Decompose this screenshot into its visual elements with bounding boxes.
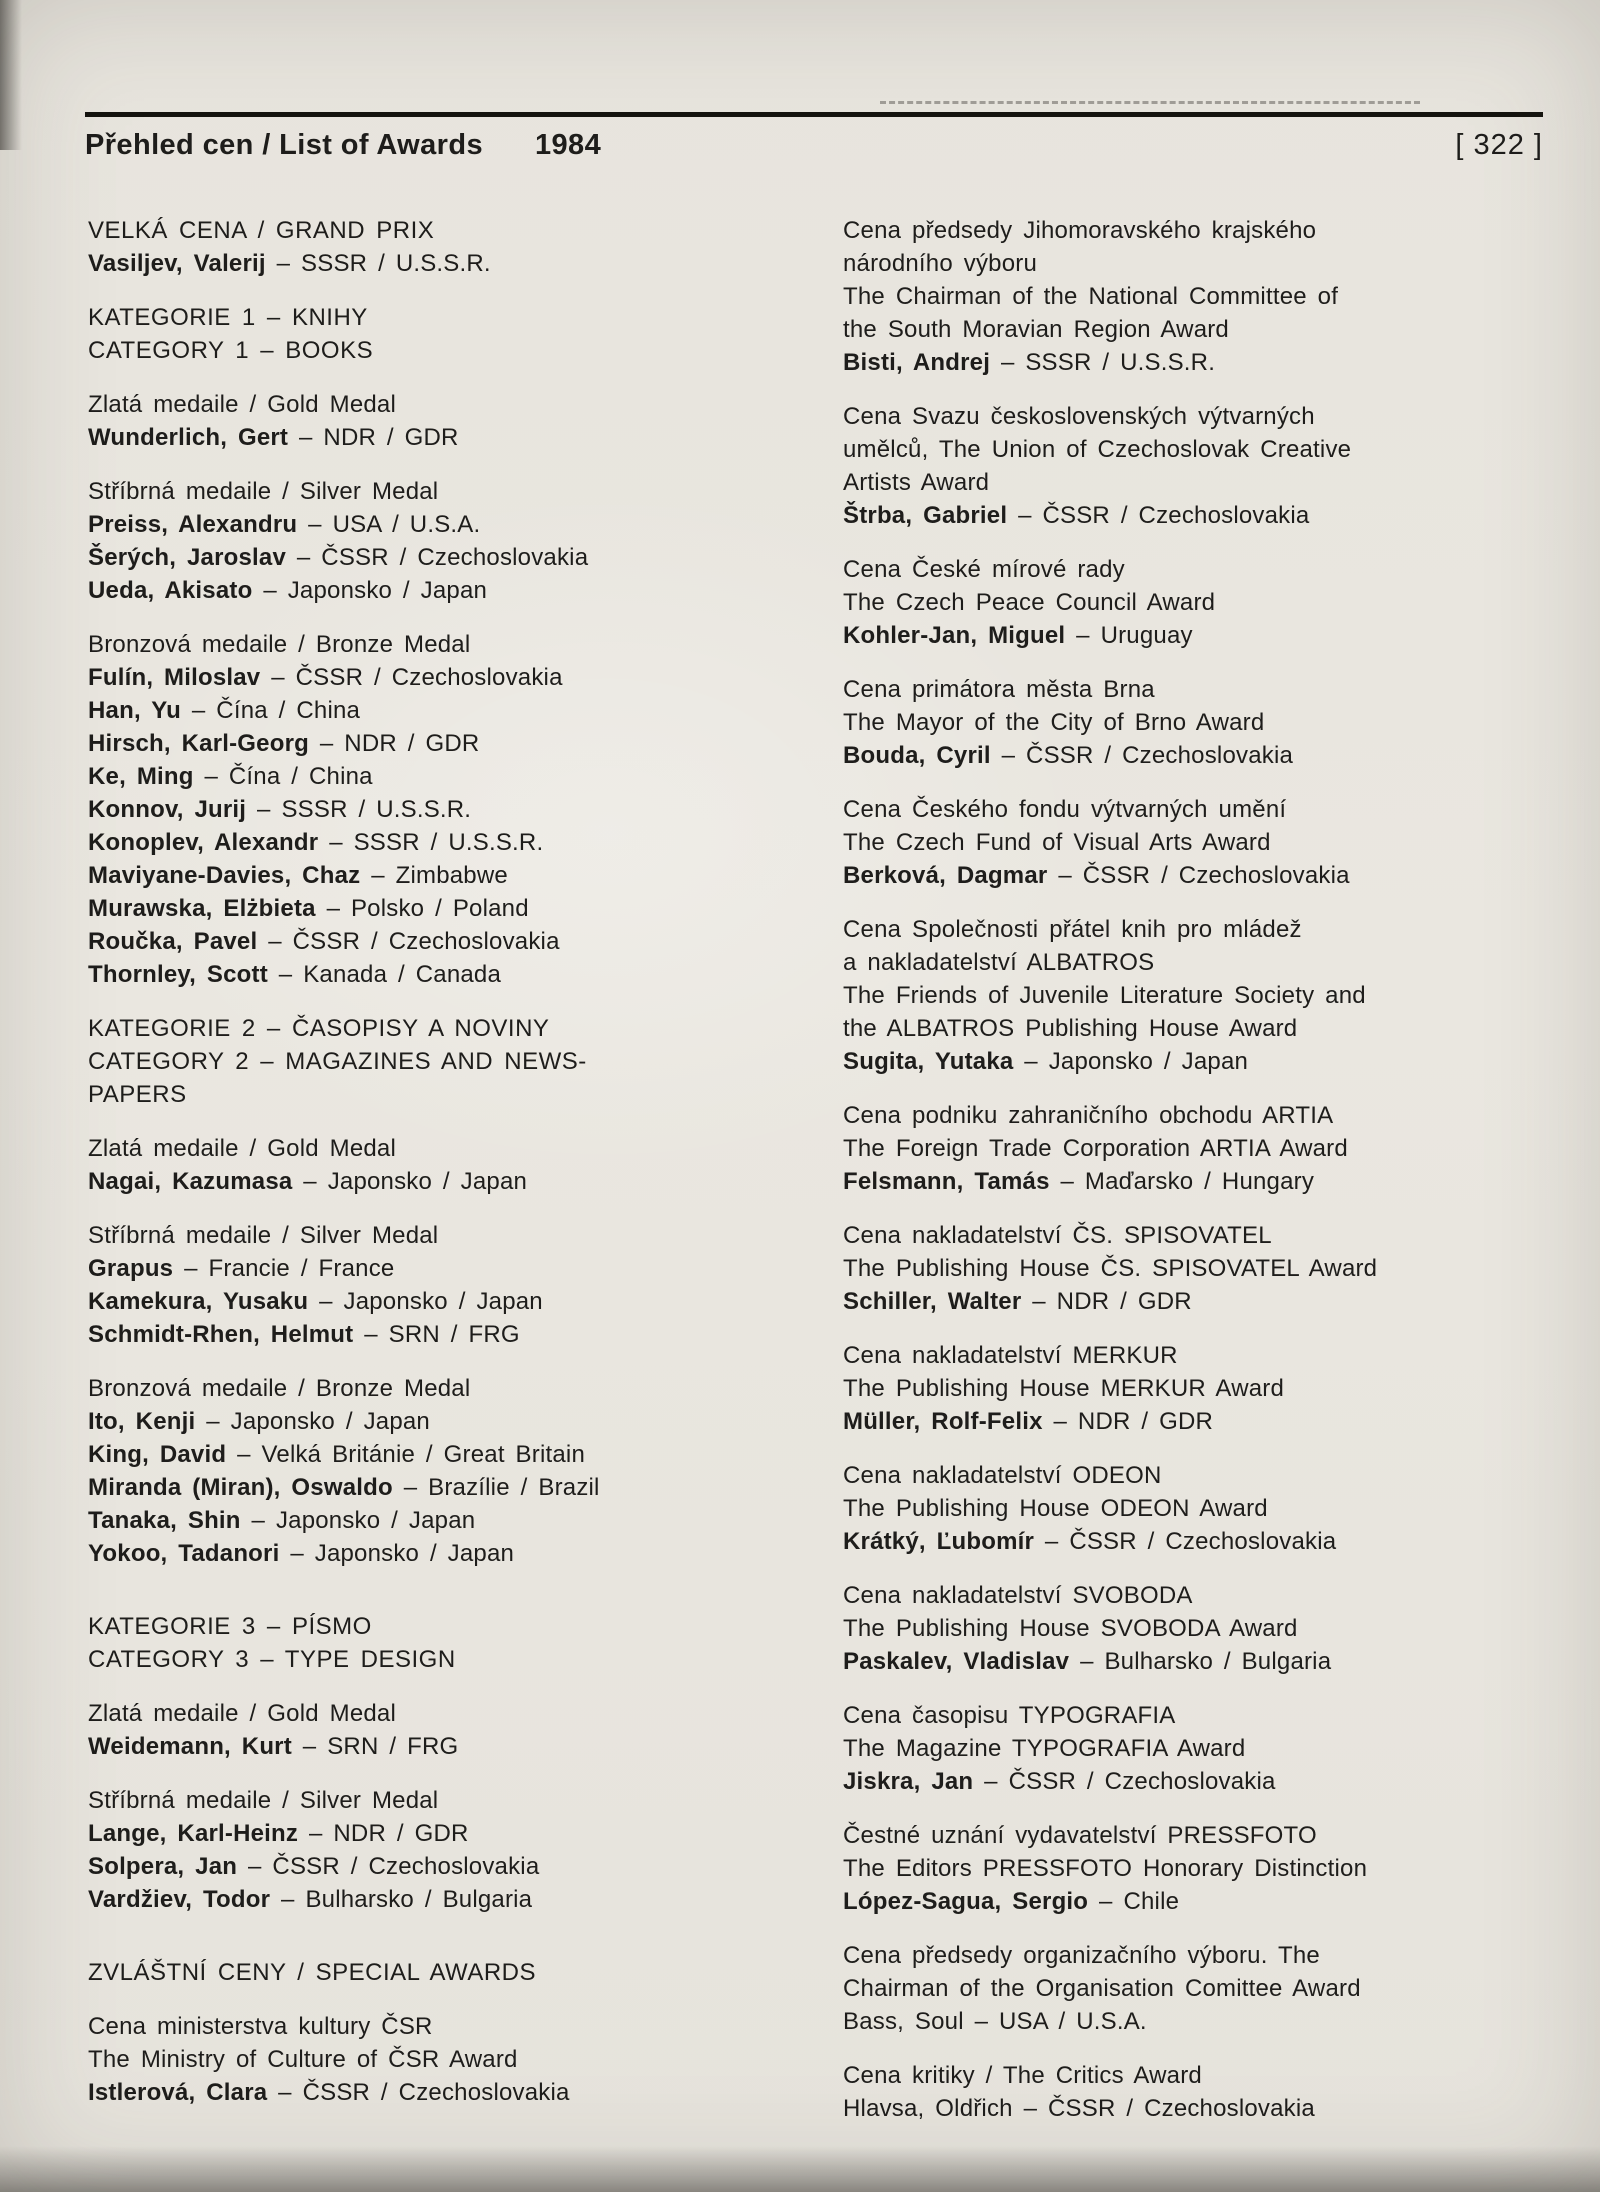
winner-name: Felsmann, Tamás bbox=[843, 1168, 1050, 1195]
winner-country: – ČSSR / Czechoslovakia bbox=[1001, 742, 1294, 769]
award-block bbox=[88, 1784, 743, 1916]
winner-name: Murawska, Elżbieta bbox=[88, 895, 316, 922]
winner-country: – ČSSR / Czechoslovakia bbox=[984, 1768, 1276, 1795]
winner-name: López-Sagua, Sergio bbox=[843, 1888, 1089, 1915]
winner-country: – Chile bbox=[1099, 1888, 1180, 1915]
award-text: Cena nakladatelství ODEON bbox=[843, 1462, 1162, 1489]
winner-line bbox=[88, 2076, 743, 2109]
winner-line bbox=[843, 1525, 1508, 1558]
award-block bbox=[88, 1012, 743, 1111]
winner-line bbox=[843, 1045, 1508, 1078]
winner-country: – NDR / GDR bbox=[1032, 1288, 1192, 1315]
winner-line bbox=[843, 1885, 1508, 1918]
winner-name: Thornley, Scott bbox=[88, 961, 268, 988]
winner-country: – ČSSR / Czechoslovakia bbox=[1018, 502, 1310, 529]
winner-name: Vasiljev, Valerij bbox=[88, 250, 266, 277]
winner-line bbox=[843, 859, 1508, 892]
winner-country: – NDR / GDR bbox=[1053, 1408, 1214, 1435]
winner-country: – Čína / China bbox=[191, 697, 361, 724]
award-block bbox=[88, 1610, 743, 1676]
section-heading: CATEGORY 1 – BOOKS bbox=[88, 337, 374, 364]
winner-name: Nagai, Kazumasa bbox=[88, 1168, 293, 1195]
winner-country: – Japonsko / Japan bbox=[290, 1540, 515, 1567]
winner-line bbox=[843, 619, 1508, 652]
winner-line bbox=[88, 1471, 743, 1504]
award-block bbox=[843, 2059, 1508, 2125]
winner-name: Han, Yu bbox=[88, 697, 181, 724]
winner-country: – NDR / GDR bbox=[308, 1820, 469, 1847]
medal-label: Stříbrná medaile / Silver Medal bbox=[88, 1787, 439, 1814]
winner-country: – Japonsko / Japan bbox=[251, 1507, 476, 1534]
award-text: the ALBATROS Publishing House Award bbox=[843, 1015, 1298, 1042]
award-block bbox=[843, 793, 1508, 892]
award-block bbox=[88, 388, 743, 454]
award-block bbox=[88, 1219, 743, 1351]
winner-line bbox=[843, 1285, 1508, 1318]
award-text: The Publishing House SVOBODA Award bbox=[843, 1615, 1298, 1642]
winner-name: Wunderlich, Gert bbox=[88, 424, 289, 451]
award-text: národního výboru bbox=[843, 250, 1037, 277]
winner-country: – SSSR / U.S.S.R. bbox=[1000, 349, 1216, 376]
section-heading: PAPERS bbox=[88, 1081, 187, 1108]
award-text: The Chairman of the National Committee of bbox=[843, 283, 1339, 310]
award-block bbox=[88, 1956, 743, 1989]
winner-line bbox=[88, 1165, 743, 1198]
award-block bbox=[843, 1939, 1508, 2038]
winner-name: Miranda (Miran), Oswaldo bbox=[88, 1474, 393, 1501]
winner-name: Bouda, Cyril bbox=[843, 742, 991, 769]
award-text: Cena Českého fondu výtvarných umění bbox=[843, 796, 1287, 823]
award-text: Cena primátora města Brna bbox=[843, 676, 1155, 703]
winner-name: Istlerová, Clara bbox=[88, 2079, 268, 2106]
winner-name: Konnov, Jurij bbox=[88, 796, 247, 823]
award-text: The Publishing House MERKUR Award bbox=[843, 1375, 1285, 1402]
winner-line bbox=[843, 1645, 1508, 1678]
award-block bbox=[843, 913, 1508, 1078]
winner-country: – ČSSR / Czechoslovakia bbox=[1058, 862, 1350, 889]
award-text: The Ministry of Culture of ČSR Award bbox=[88, 2046, 518, 2073]
winner-line bbox=[843, 346, 1508, 379]
award-block bbox=[843, 214, 1508, 379]
winner-country: – SSSR / U.S.S.R. bbox=[276, 250, 491, 277]
winner-country: – Japonsko / Japan bbox=[206, 1408, 430, 1435]
winner-country: – Japonsko / Japan bbox=[319, 1288, 543, 1315]
winner-name: Ito, Kenji bbox=[88, 1408, 196, 1435]
winner-name: Tanaka, Shin bbox=[88, 1507, 241, 1534]
winner-name: Roučka, Pavel bbox=[88, 928, 258, 955]
award-text: The Czech Peace Council Award bbox=[843, 589, 1216, 616]
winner-name: Fulín, Miloslav bbox=[88, 664, 261, 691]
winner-country: – Bulharsko / Bulgaria bbox=[281, 1886, 533, 1913]
winner-name: Schmidt-Rhen, Helmut bbox=[88, 1321, 354, 1348]
award-text: Cena ministerstva kultury ČSR bbox=[88, 2013, 433, 2040]
award-text: Artists Award bbox=[843, 469, 990, 496]
winner-line bbox=[843, 1165, 1508, 1198]
winner-country: – Velká Británie / Great Britain bbox=[237, 1441, 585, 1468]
winner-country: – Kanada / Canada bbox=[278, 961, 502, 988]
winner-line bbox=[88, 760, 743, 793]
winner-line bbox=[88, 1817, 743, 1850]
winner-line bbox=[88, 727, 743, 760]
award-block bbox=[88, 475, 743, 607]
right-column bbox=[843, 214, 1508, 2146]
award-text: The Publishing House ČS. SPISOVATEL Award bbox=[843, 1255, 1378, 1282]
winner-line bbox=[88, 1438, 743, 1471]
section-heading: VELKÁ CENA / GRAND PRIX bbox=[88, 217, 435, 244]
award-text: Čestné uznání vydavatelství PRESSFOTO bbox=[843, 1822, 1317, 1849]
award-text: The Magazine TYPOGRAFIA Award bbox=[843, 1735, 1246, 1762]
winner-name: Preiss, Alexandru bbox=[88, 511, 298, 538]
winner-country: – USA / U.S.A. bbox=[308, 511, 481, 538]
winner-line bbox=[88, 1285, 743, 1318]
winner-country: – ČSSR / Czechoslovakia bbox=[296, 544, 589, 571]
winner-name: Kamekura, Yusaku bbox=[88, 1288, 309, 1315]
award-text: Bass, Soul – USA / U.S.A. bbox=[843, 2008, 1147, 2035]
page-title bbox=[85, 126, 601, 164]
winner-country: – Japonsko / Japan bbox=[263, 577, 488, 604]
winner-name: Štrba, Gabriel bbox=[843, 502, 1008, 529]
award-text: The Czech Fund of Visual Arts Award bbox=[843, 829, 1271, 856]
winner-country: – SSSR / U.S.S.R. bbox=[329, 829, 544, 856]
winner-name: Jiskra, Jan bbox=[843, 1768, 974, 1795]
left-column bbox=[88, 214, 743, 2146]
award-text: a nakladatelství ALBATROS bbox=[843, 949, 1155, 976]
award-block bbox=[88, 1697, 743, 1763]
scan-line-artifact bbox=[880, 101, 1420, 104]
winner-country: – SSSR / U.S.S.R. bbox=[257, 796, 472, 823]
award-text: Hlavsa, Oldřich – ČSSR / Czechoslovakia bbox=[843, 2095, 1315, 2122]
winner-name: Grapus bbox=[88, 1255, 174, 1282]
medal-label: Zlatá medaile / Gold Medal bbox=[88, 391, 397, 418]
winner-line bbox=[843, 1765, 1508, 1798]
award-block bbox=[843, 1459, 1508, 1558]
winner-country: – ČSSR / Czechoslovakia bbox=[1044, 1528, 1337, 1555]
award-text: the South Moravian Region Award bbox=[843, 316, 1229, 343]
winner-name: Maviyane-Davies, Chaz bbox=[88, 862, 361, 889]
award-text: Cena časopisu TYPOGRAFIA bbox=[843, 1702, 1176, 1729]
winner-country: – Brazílie / Brazil bbox=[403, 1474, 600, 1501]
award-text: Cena České mírové rady bbox=[843, 556, 1125, 583]
award-block bbox=[843, 1219, 1508, 1318]
winner-country: – SRN / FRG bbox=[364, 1321, 520, 1348]
section-heading: ZVLÁŠTNÍ CENY / SPECIAL AWARDS bbox=[88, 1959, 536, 1986]
winner-name: Kohler-Jan, Miguel bbox=[843, 622, 1066, 649]
winner-line bbox=[88, 574, 743, 607]
award-block bbox=[843, 1339, 1508, 1438]
winner-line bbox=[88, 694, 743, 727]
award-text: Cena nakladatelství SVOBODA bbox=[843, 1582, 1193, 1609]
award-columns bbox=[88, 214, 1508, 2146]
medal-label: Zlatá medaile / Gold Medal bbox=[88, 1135, 397, 1162]
winner-name: Šerých, Jaroslav bbox=[88, 544, 286, 571]
award-text: Cena Svazu československých výtvarných bbox=[843, 403, 1315, 430]
winner-name: Krátký, Ľubomír bbox=[843, 1528, 1035, 1555]
medal-label: Stříbrná medaile / Silver Medal bbox=[88, 1222, 439, 1249]
winner-name: Ueda, Akisato bbox=[88, 577, 253, 604]
award-text: Chairman of the Organisation Comittee Award bbox=[843, 1975, 1361, 2002]
award-block bbox=[88, 1132, 743, 1198]
winner-country: – ČSSR / Czechoslovakia bbox=[271, 664, 563, 691]
winner-line bbox=[88, 541, 743, 574]
winner-country: – NDR / GDR bbox=[319, 730, 480, 757]
winner-line bbox=[88, 421, 743, 454]
award-block bbox=[843, 400, 1508, 532]
award-text: The Friends of Juvenile Literature Society and bbox=[843, 982, 1366, 1009]
award-text: Cena nakladatelství MERKUR bbox=[843, 1342, 1178, 1369]
medal-label: Bronzová medaile / Bronze Medal bbox=[88, 1375, 471, 1402]
award-block bbox=[88, 2010, 743, 2109]
award-block bbox=[843, 673, 1508, 772]
award-block bbox=[843, 553, 1508, 652]
winner-line bbox=[88, 925, 743, 958]
winner-line bbox=[843, 1405, 1508, 1438]
scan-bottom-shadow bbox=[0, 2146, 1600, 2192]
award-block bbox=[88, 301, 743, 367]
winner-line bbox=[88, 1405, 743, 1438]
winner-name: Konoplev, Alexandr bbox=[88, 829, 319, 856]
award-text: The Editors PRESSFOTO Honorary Distinction bbox=[843, 1855, 1368, 1882]
winner-country: – Francie / France bbox=[184, 1255, 395, 1282]
winner-line bbox=[88, 1537, 743, 1570]
page-header bbox=[85, 126, 1543, 164]
award-block bbox=[843, 1699, 1508, 1798]
winner-name: Lange, Karl-Heinz bbox=[88, 1820, 299, 1847]
page-number: [ 322 ] bbox=[1455, 129, 1543, 161]
page-title-year: 1984 bbox=[534, 129, 602, 161]
winner-name: Yokoo, Tadanori bbox=[88, 1540, 280, 1567]
winner-country: – Čína / China bbox=[204, 763, 373, 790]
winner-line bbox=[88, 826, 743, 859]
award-text: The Foreign Trade Corporation ARTIA Award bbox=[843, 1135, 1348, 1162]
award-block bbox=[88, 628, 743, 991]
winner-country: – ČSSR / Czechoslovakia bbox=[248, 1853, 540, 1880]
section-heading: KATEGORIE 1 – KNIHY bbox=[88, 304, 368, 331]
winner-line bbox=[88, 1730, 743, 1763]
winner-name: Vardžiev, Todor bbox=[88, 1886, 271, 1913]
award-block bbox=[88, 214, 743, 280]
award-text: Cena předsedy Jihomoravského krajského bbox=[843, 217, 1317, 244]
medal-label: Zlatá medaile / Gold Medal bbox=[88, 1700, 397, 1727]
winner-country: – Japonsko / Japan bbox=[303, 1168, 528, 1195]
winner-name: Berková, Dagmar bbox=[843, 862, 1048, 889]
winner-name: Müller, Rolf-Felix bbox=[843, 1408, 1043, 1435]
winner-country: – Polsko / Poland bbox=[326, 895, 529, 922]
medal-label: Stříbrná medaile / Silver Medal bbox=[88, 478, 439, 505]
winner-country: – NDR / GDR bbox=[299, 424, 459, 451]
award-block bbox=[843, 1819, 1508, 1918]
award-block bbox=[88, 1372, 743, 1570]
winner-country: – Japonsko / Japan bbox=[1024, 1048, 1249, 1075]
winner-name: Sugita, Yutaka bbox=[843, 1048, 1014, 1075]
winner-name: Bisti, Andrej bbox=[843, 349, 991, 376]
winner-line bbox=[88, 859, 743, 892]
winner-line bbox=[88, 1504, 743, 1537]
winner-country: – ČSSR / Czechoslovakia bbox=[268, 928, 560, 955]
header-rule bbox=[85, 112, 1543, 117]
winner-name: Schiller, Walter bbox=[843, 1288, 1022, 1315]
winner-name: Weidemann, Kurt bbox=[88, 1733, 292, 1760]
winner-country: – ČSSR / Czechoslovakia bbox=[278, 2079, 570, 2106]
section-heading: CATEGORY 3 – TYPE DESIGN bbox=[88, 1646, 456, 1673]
winner-name: Paskalev, Vladislav bbox=[843, 1648, 1070, 1675]
winner-country: – Maďarsko / Hungary bbox=[1060, 1168, 1315, 1195]
winner-line bbox=[88, 1318, 743, 1351]
winner-line bbox=[88, 1850, 743, 1883]
page-title-text: Přehled cen / List of Awards bbox=[85, 129, 483, 161]
winner-name: Ke, Ming bbox=[88, 763, 194, 790]
award-text: The Mayor of the City of Brno Award bbox=[843, 709, 1265, 736]
award-block bbox=[843, 1099, 1508, 1198]
winner-name: King, David bbox=[88, 1441, 227, 1468]
medal-label: Bronzová medaile / Bronze Medal bbox=[88, 631, 471, 658]
winner-line bbox=[88, 508, 743, 541]
winner-line bbox=[88, 1883, 743, 1916]
winner-country: – Bulharsko / Bulgaria bbox=[1080, 1648, 1332, 1675]
scan-corner-smudge bbox=[0, 0, 22, 150]
winner-country: – Zimbabwe bbox=[371, 862, 508, 889]
winner-line bbox=[88, 892, 743, 925]
award-text: Cena nakladatelství ČS. SPISOVATEL bbox=[843, 1222, 1272, 1249]
winner-line bbox=[88, 247, 743, 280]
award-text: The Publishing House ODEON Award bbox=[843, 1495, 1268, 1522]
winner-country: – SRN / FRG bbox=[302, 1733, 459, 1760]
winner-line bbox=[88, 661, 743, 694]
winner-line bbox=[88, 1252, 743, 1285]
winner-name: Hirsch, Karl-Georg bbox=[88, 730, 309, 757]
winner-line bbox=[88, 958, 743, 991]
award-text: Cena předsedy organizačního výboru. The bbox=[843, 1942, 1320, 1969]
winner-line bbox=[88, 793, 743, 826]
award-text: Cena Společnosti přátel knih pro mládež bbox=[843, 916, 1302, 943]
winner-country: – Uruguay bbox=[1076, 622, 1193, 649]
award-text: umělců, The Union of Czechoslovak Creative bbox=[843, 436, 1352, 463]
section-heading: KATEGORIE 2 – ČASOPISY A NOVINY bbox=[88, 1015, 550, 1042]
award-text: Cena kritiky / The Critics Award bbox=[843, 2062, 1202, 2089]
award-text: Cena podniku zahraničního obchodu ARTIA bbox=[843, 1102, 1334, 1129]
award-block bbox=[843, 1579, 1508, 1678]
section-heading: KATEGORIE 3 – PÍSMO bbox=[88, 1613, 372, 1640]
winner-line bbox=[843, 499, 1508, 532]
section-heading: CATEGORY 2 – MAGAZINES AND NEWS- bbox=[88, 1048, 587, 1075]
winner-name: Solpera, Jan bbox=[88, 1853, 238, 1880]
winner-line bbox=[843, 739, 1508, 772]
